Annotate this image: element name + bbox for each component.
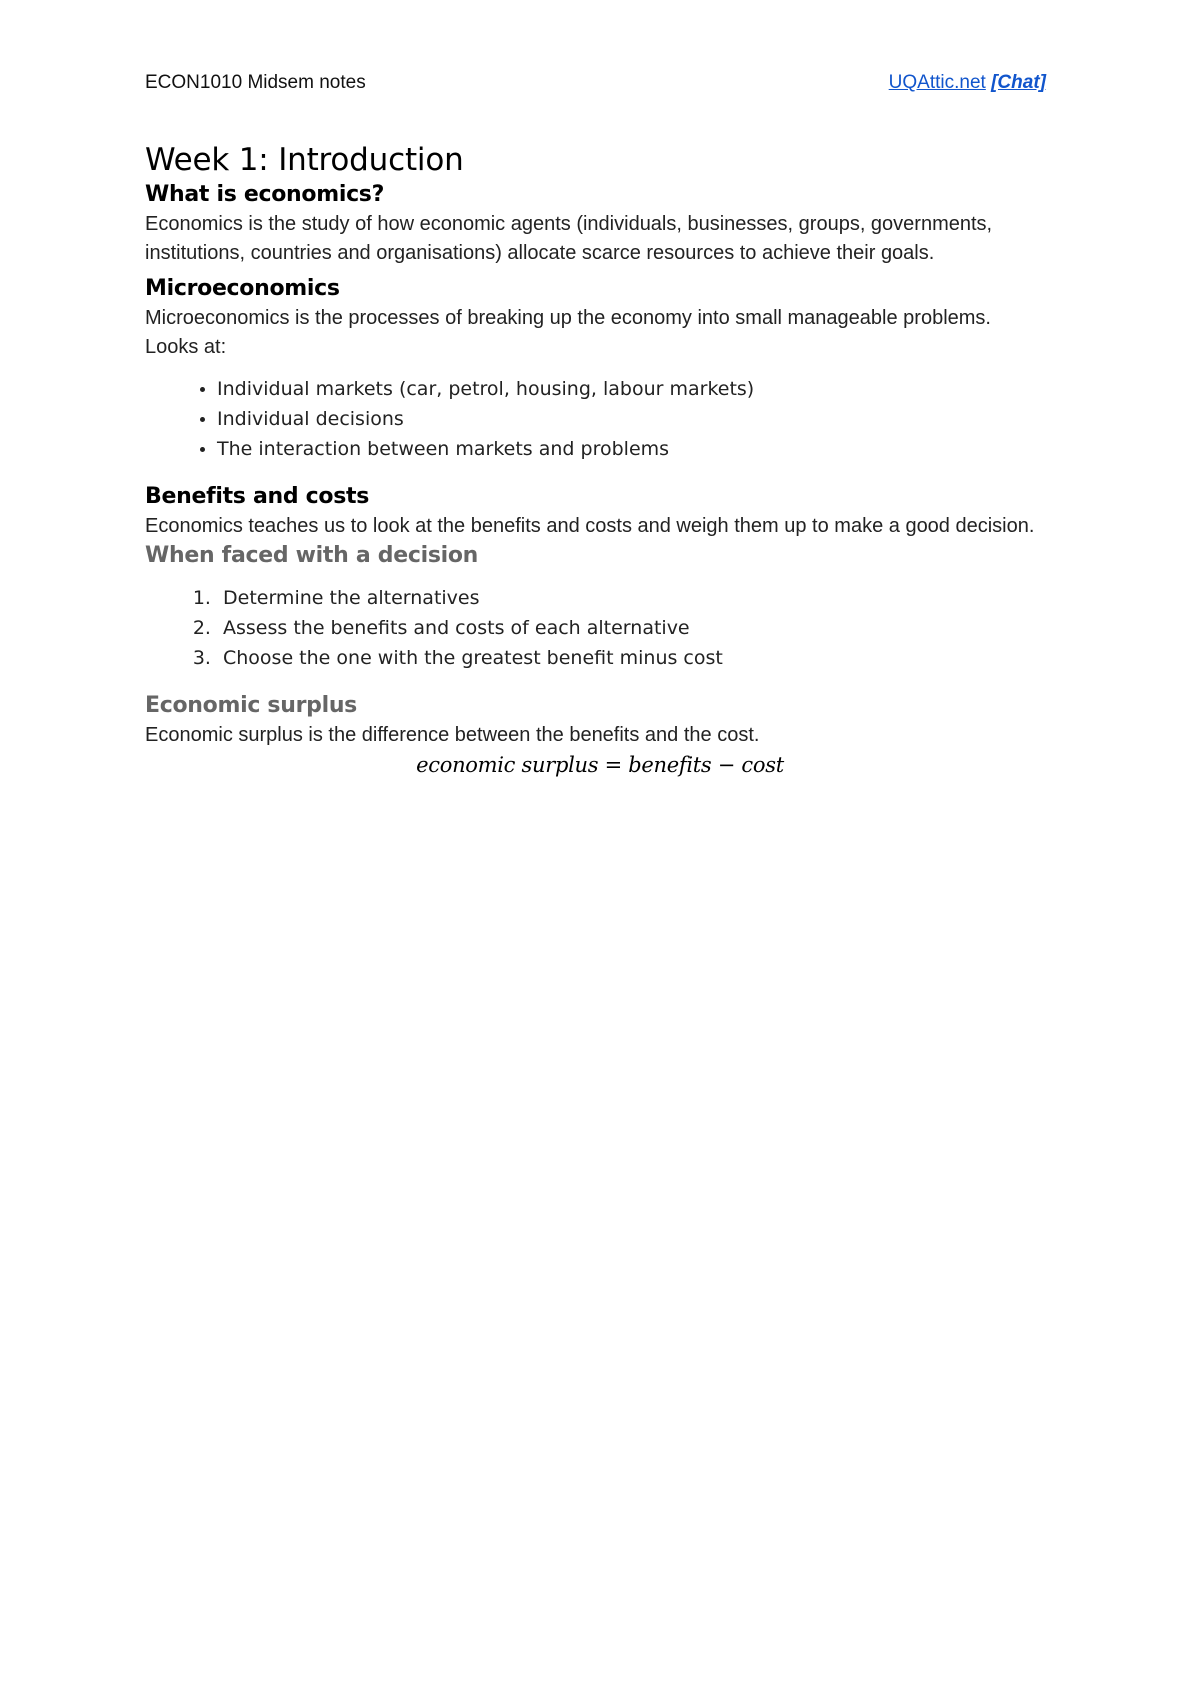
microeconomics-bullet-list — [145, 374, 1055, 464]
header-title: ECON1010 Midsem notes — [145, 72, 366, 93]
document-content — [145, 140, 1055, 780]
paragraph-microeconomics-definition: Microeconomics is the processes of breaking up the economy into small manageable problems. — [145, 307, 991, 329]
list-item: 2. Assess the benefits and costs of each alternative — [217, 613, 1055, 643]
subheading-economic-surplus: Economic surplus — [145, 693, 357, 718]
paragraph-looks-at: Looks at: — [145, 336, 227, 358]
heading-what-is-economics: What is economics? — [145, 182, 385, 207]
list-item: 3. Choose the one with the greatest benefit minus cost — [217, 643, 1055, 673]
chat-link[interactable]: [Chat] — [991, 72, 1046, 93]
subheading-when-faced-with-decision: When faced with a decision — [145, 543, 479, 568]
list-item: • The interaction between markets and problems — [217, 434, 1055, 464]
heading-microeconomics: Microeconomics — [145, 276, 340, 301]
decision-steps-list — [145, 583, 1055, 673]
list-item: • Individual decisions — [217, 404, 1055, 434]
paragraph-benefits-and-costs: Economics teaches us to look at the benefits and costs and weigh them up to make a good decision. — [145, 515, 1035, 537]
list-item: 1. Determine the alternatives — [217, 583, 1055, 613]
paragraph-economic-surplus: Economic surplus is the difference between the benefits and the cost. — [145, 724, 760, 746]
header-links — [889, 72, 1046, 94]
paragraph-economics-definition: Economics is the study of how economic agents (individuals, businesses, groups, governments, institutions, countries and organisations) allocate scarce resources to achieve their goals. — [145, 213, 993, 264]
heading-benefits-and-costs: Benefits and costs — [145, 484, 370, 509]
uqattic-link[interactable]: UQAttic.net — [888, 72, 986, 93]
week-title: Week 1: Introduction — [145, 142, 464, 178]
list-item: • Individual markets (car, petrol, housing, labour markets) — [217, 374, 1055, 404]
economic-surplus-formula: economic surplus = benefits − cost — [416, 753, 784, 777]
